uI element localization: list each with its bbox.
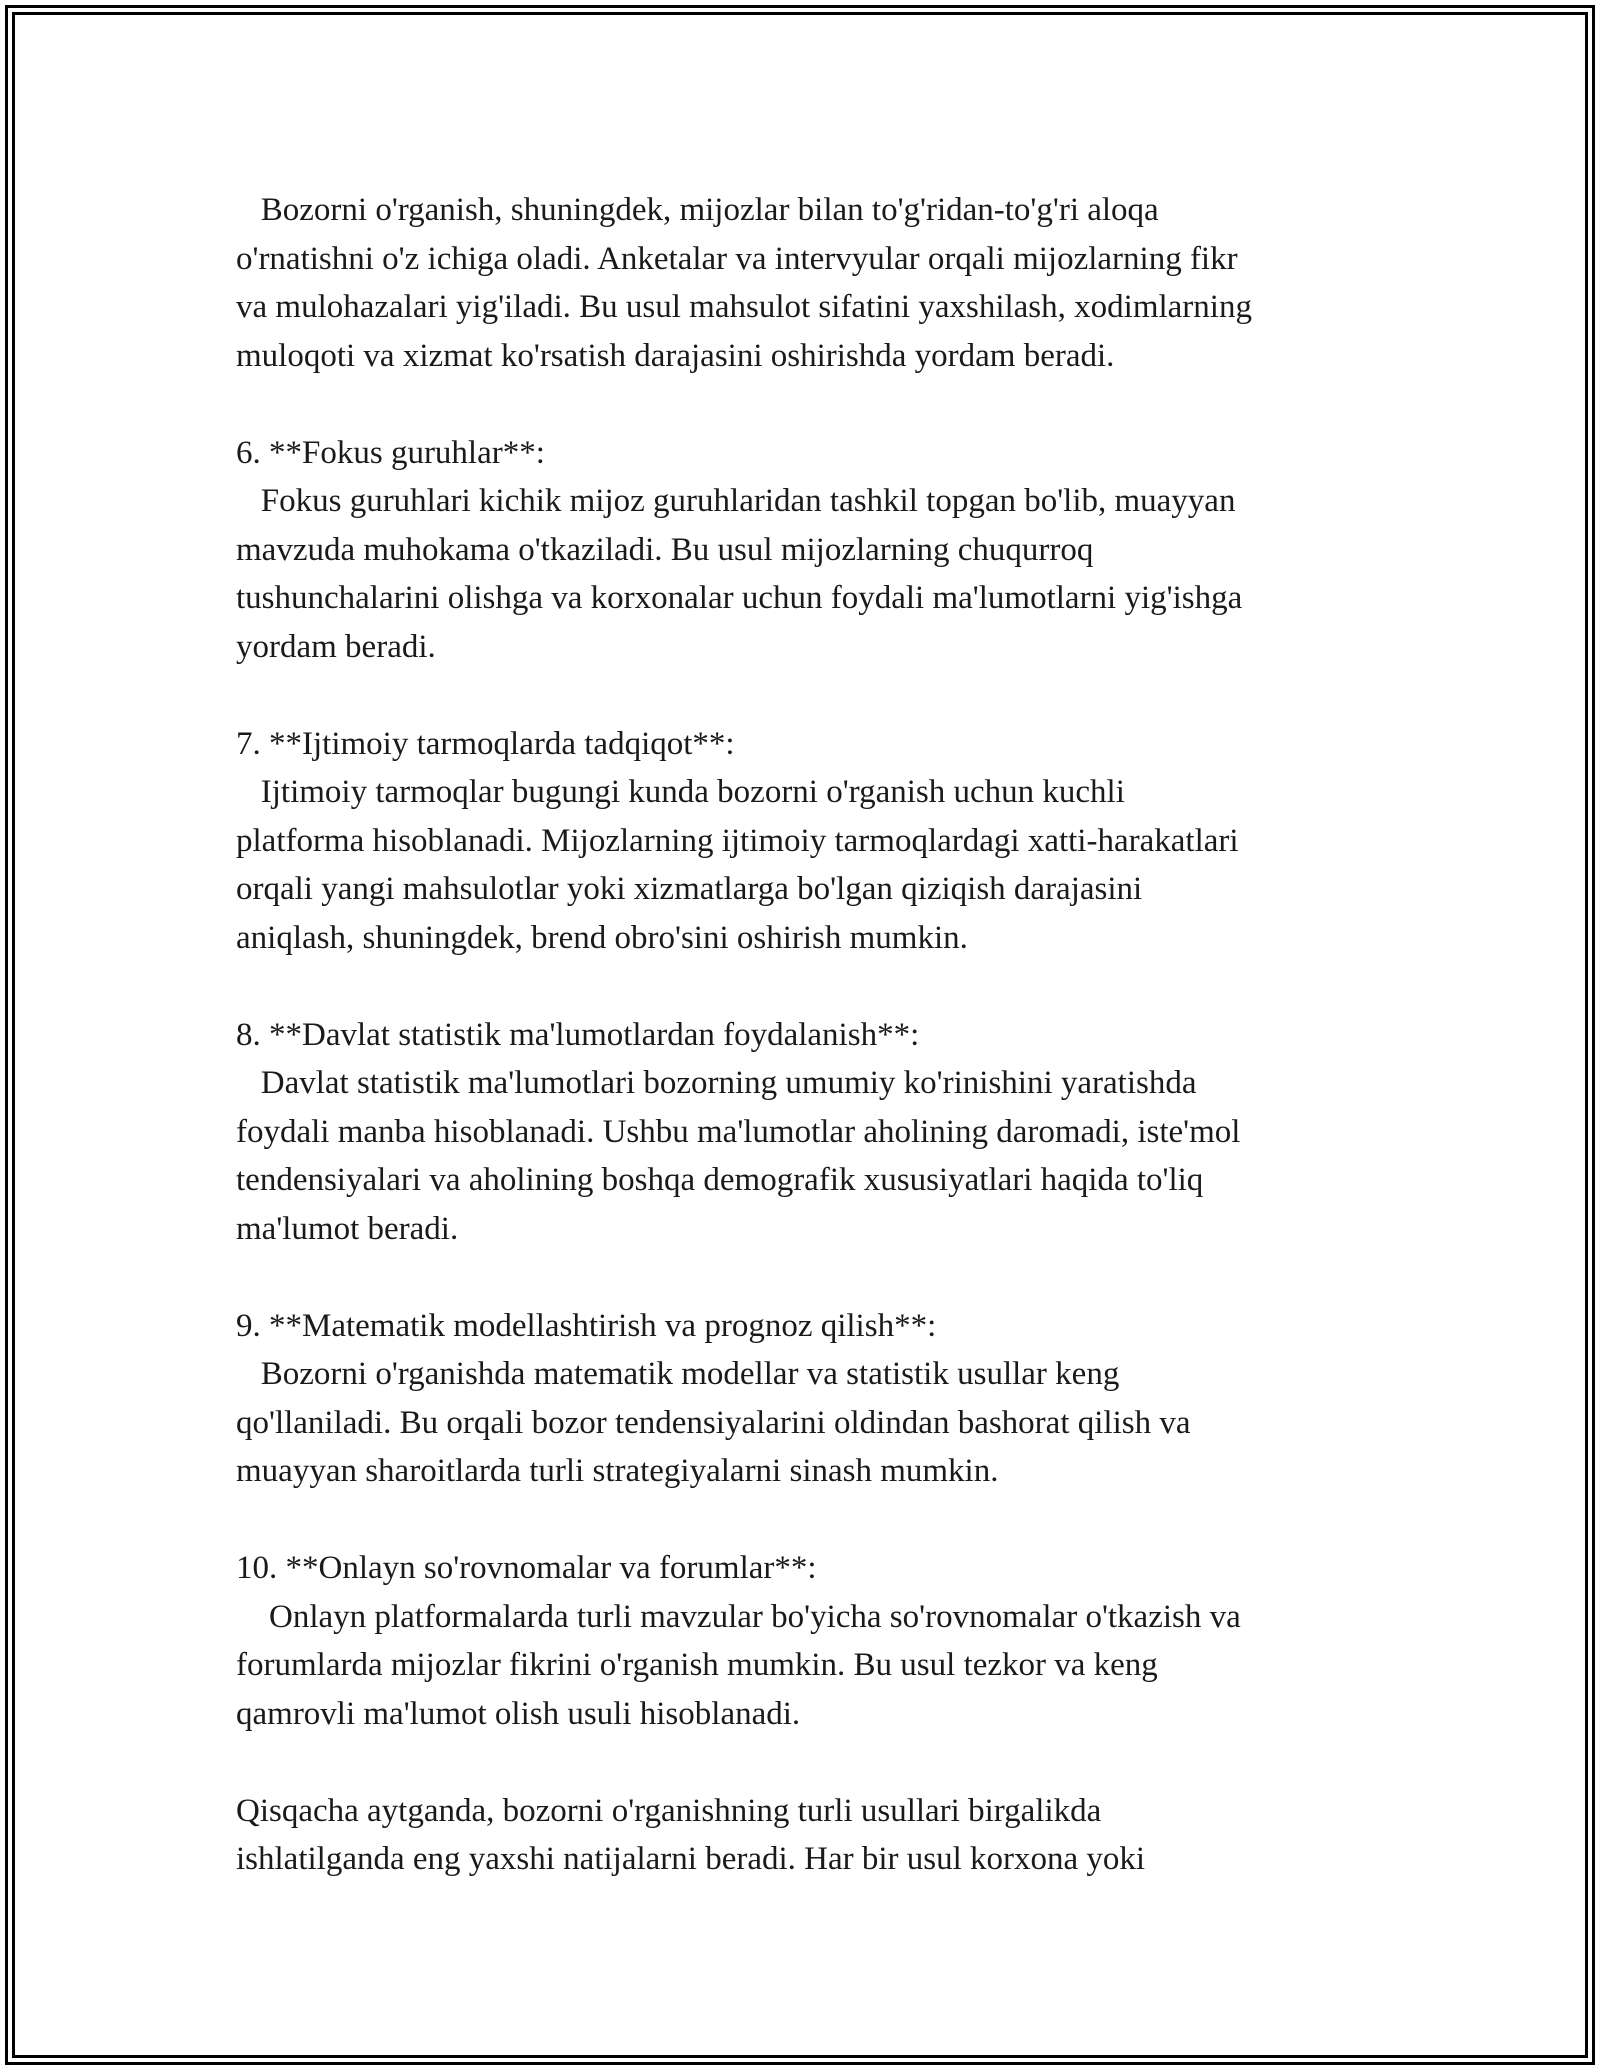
paragraph-gap — [236, 962, 1396, 1011]
document-body — [236, 186, 1396, 1884]
paragraph-gap — [236, 1253, 1396, 1302]
section-heading: 9. **Matematik modellashtirish va prognoz qilish**: — [236, 1307, 937, 1344]
conclusion-paragraph — [236, 1787, 1396, 1884]
paragraph-line: aniqlash, shuningdek, brend obro'sini oshirish mumkin. — [236, 919, 968, 956]
paragraph-line: va mulohazalari yig'iladi. Bu usul mahsulot sifatini yaxshilash, xodimlarning — [236, 289, 1252, 325]
intro-paragraph — [236, 186, 1396, 380]
paragraph-line: Onlayn platformalarda turli mavzular bo'yicha so'rovnomalar o'tkazish va — [236, 1598, 1241, 1635]
section-heading: 6. **Fokus guruhlar**: — [236, 434, 545, 471]
paragraph-line: Fokus guruhlari kichik mijoz guruhlaridan tashkil topgan bo'lib, muayyan — [236, 483, 1236, 519]
paragraph-line: foydali manba hisoblanadi. Ushbu ma'lumotlar aholining daromadi, iste'mol — [236, 1113, 1241, 1150]
paragraph-line: ishlatilganda eng yaxshi natijalarni beradi. Har bir usul korxona yoki — [236, 1841, 1146, 1877]
paragraph-gap — [236, 380, 1396, 429]
paragraph-line: Bozorni o'rganishda matematik modellar va statistik usullar keng — [236, 1356, 1120, 1392]
section-ijtimoiy-tarmoqlar — [236, 720, 1396, 963]
section-onlayn-sorovnomalar — [236, 1544, 1396, 1738]
paragraph-line: Davlat statistik ma'lumotlari bozorning umumiy ko'rinishini yaratishda — [236, 1065, 1197, 1101]
paragraph-line: Bozorni o'rganish, shuningdek, mijozlar bilan to'g'ridan-to'g'ri aloqa — [236, 192, 1159, 228]
paragraph-gap — [236, 1738, 1396, 1787]
paragraph-line: Ijtimoiy tarmoqlar bugungi kunda bozorni o'rganish uchun kuchli — [236, 774, 1125, 810]
paragraph-line: tendensiyalari va aholining boshqa demografik xususiyatlari haqida to'liq — [236, 1162, 1204, 1198]
paragraph-gap — [236, 671, 1396, 720]
paragraph-line: yordam beradi. — [236, 628, 436, 665]
paragraph-line: qamrovli ma'lumot olish usuli hisoblanadi. — [236, 1695, 801, 1732]
paragraph-line: o'rnatishni o'z ichiga oladi. Anketalar va intervyular orqali mijozlarning fikr — [236, 240, 1238, 277]
paragraph-line: mavzuda muhokama o'tkaziladi. Bu usul mijozlarning chuqurroq — [236, 531, 1094, 568]
section-matematik-modellashtirish — [236, 1302, 1396, 1496]
paragraph-line: tushunchalarini olishga va korxonalar uchun foydali ma'lumotlarni yig'ishga — [236, 580, 1243, 616]
paragraph-line: orqali yangi mahsulotlar yoki xizmatlarga bo'lgan qiziqish darajasini — [236, 871, 1143, 907]
section-fokus-guruhlar — [236, 429, 1396, 672]
paragraph-gap — [236, 1496, 1396, 1545]
section-heading: 10. **Onlayn so'rovnomalar va forumlar**: — [236, 1550, 817, 1586]
paragraph-line: muloqoti va xizmat ko'rsatish darajasini oshirishda yordam beradi. — [236, 337, 1115, 374]
paragraph-line: muayyan sharoitlarda turli strategiyalarni sinash mumkin. — [236, 1453, 999, 1489]
paragraph-line: ma'lumot beradi. — [236, 1210, 459, 1247]
paragraph-line: platforma hisoblanadi. Mijozlarning ijtimoiy tarmoqlardagi xatti-harakatlari — [236, 822, 1239, 859]
paragraph-line: qo'llaniladi. Bu orqali bozor tendensiyalarini oldindan bashorat qilish va — [236, 1404, 1191, 1441]
paragraph-line: Qisqacha aytganda, bozorni o'rganishning turli usullari birgalikda — [236, 1792, 1102, 1829]
paragraph-line: forumlarda mijozlar fikrini o'rganish mumkin. Bu usul tezkor va keng — [236, 1647, 1158, 1683]
section-heading: 7. **Ijtimoiy tarmoqlarda tadqiqot**: — [236, 725, 735, 762]
section-davlat-statistik — [236, 1011, 1396, 1254]
section-heading: 8. **Davlat statistik ma'lumotlardan foydalanish**: — [236, 1016, 920, 1053]
